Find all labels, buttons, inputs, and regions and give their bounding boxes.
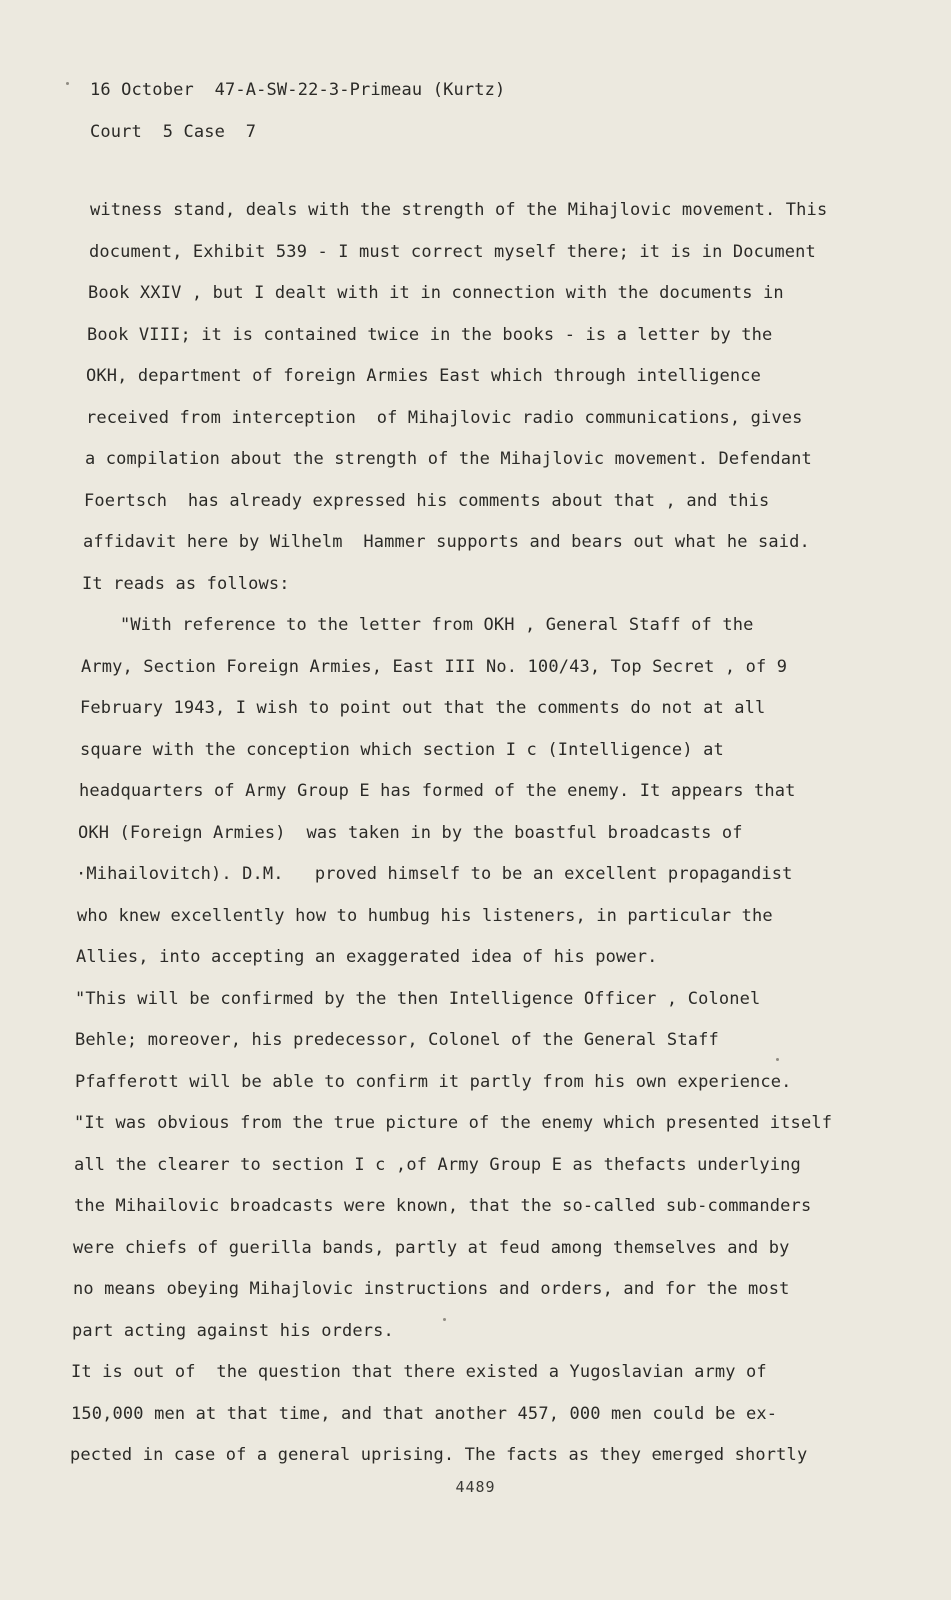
body-line: OKH, department of foreign Armies East which through intelligence	[86, 366, 762, 386]
body-line: document, Exhibit 539 - I must correct myself there; it is in Document	[89, 241, 816, 262]
header-line-court-case: Court 5 Case 7	[90, 121, 257, 142]
body-line: all the clearer to section I c ,of Army Group E as thefacts underlying	[74, 1154, 801, 1175]
body-line: received from interception of Mihajlovic radio communications, gives	[86, 407, 803, 428]
document-body	[70, 190, 833, 1477]
body-line: Book VIII; it is contained twice in the books - is a letter by the	[87, 324, 773, 345]
body-line: part acting against his orders.	[72, 1320, 394, 1341]
body-line: "It was obvious from the true picture of the enemy which presented itself	[74, 1113, 833, 1133]
body-line: Allies, into accepting an exaggerated idea of his power.	[76, 947, 658, 967]
body-line: the Mihailovic broadcasts were known, that the so-called sub-commanders	[74, 1196, 812, 1216]
body-line: "This will be confirmed by the then Intelligence Officer , Colonel	[75, 988, 761, 1009]
body-line: "With reference to the letter from OKH , General Staff of the	[120, 615, 754, 635]
body-line: witness stand, deals with the strength of the Mihajlovic movement. This	[90, 200, 828, 220]
body-line: Pfafferott will be able to confirm it partly from his own experience.	[75, 1071, 792, 1092]
document-header	[90, 70, 505, 153]
body-line: pected in case of a general uprising. The facts as they emerged shortly	[70, 1445, 808, 1465]
body-line: headquarters of Army Group E has formed of the enemy. It appears that	[79, 781, 796, 801]
header-line-date-file: 16 October 47-A-SW-22-3-Primeau (Kurtz)	[90, 80, 506, 100]
body-line: It is out of the question that there existed a Yugoslavian army of	[71, 1362, 767, 1382]
body-line: It reads as follows:	[82, 573, 290, 594]
body-line: Book XXIV , but I dealt with it in connection with the documents in	[88, 283, 784, 303]
paper-speck	[66, 82, 69, 85]
page-number: 4489	[455, 1478, 496, 1496]
body-line: who knew excellently how to humbug his listeners, in particular the	[77, 905, 773, 926]
body-line: no means obeying Mihajlovic instructions and orders, and for the most	[73, 1279, 790, 1299]
body-line: 150,000 men at that time, and that another 457, 000 men could be ex-	[71, 1403, 778, 1424]
body-line: Foertsch has already expressed his comments about that , and this	[84, 490, 770, 511]
body-line: Behle; moreover, his predecessor, Colonel of the General Staff	[75, 1030, 719, 1050]
body-line: Army, Section Foreign Armies, East III No. 100/43, Top Secret , of 9	[81, 656, 788, 677]
body-line: February 1943, I wish to point out that the comments do not at all	[80, 698, 766, 718]
body-line: ·Mihailovitch). D.M. proved himself to be an excellent propagandist	[76, 864, 793, 884]
body-line: square with the conception which section I c (Intelligence) at	[80, 739, 724, 760]
body-line: OKH (Foreign Armies) was taken in by the boastful broadcasts of	[78, 822, 743, 843]
body-line: affidavit here by Wilhelm Hammer supports and bears out what he said.	[83, 532, 810, 552]
body-line: were chiefs of guerilla bands, partly at feud among themselves and by	[73, 1237, 790, 1258]
body-line: a compilation about the strength of the Mihajlovic movement. Defendant	[85, 449, 812, 469]
